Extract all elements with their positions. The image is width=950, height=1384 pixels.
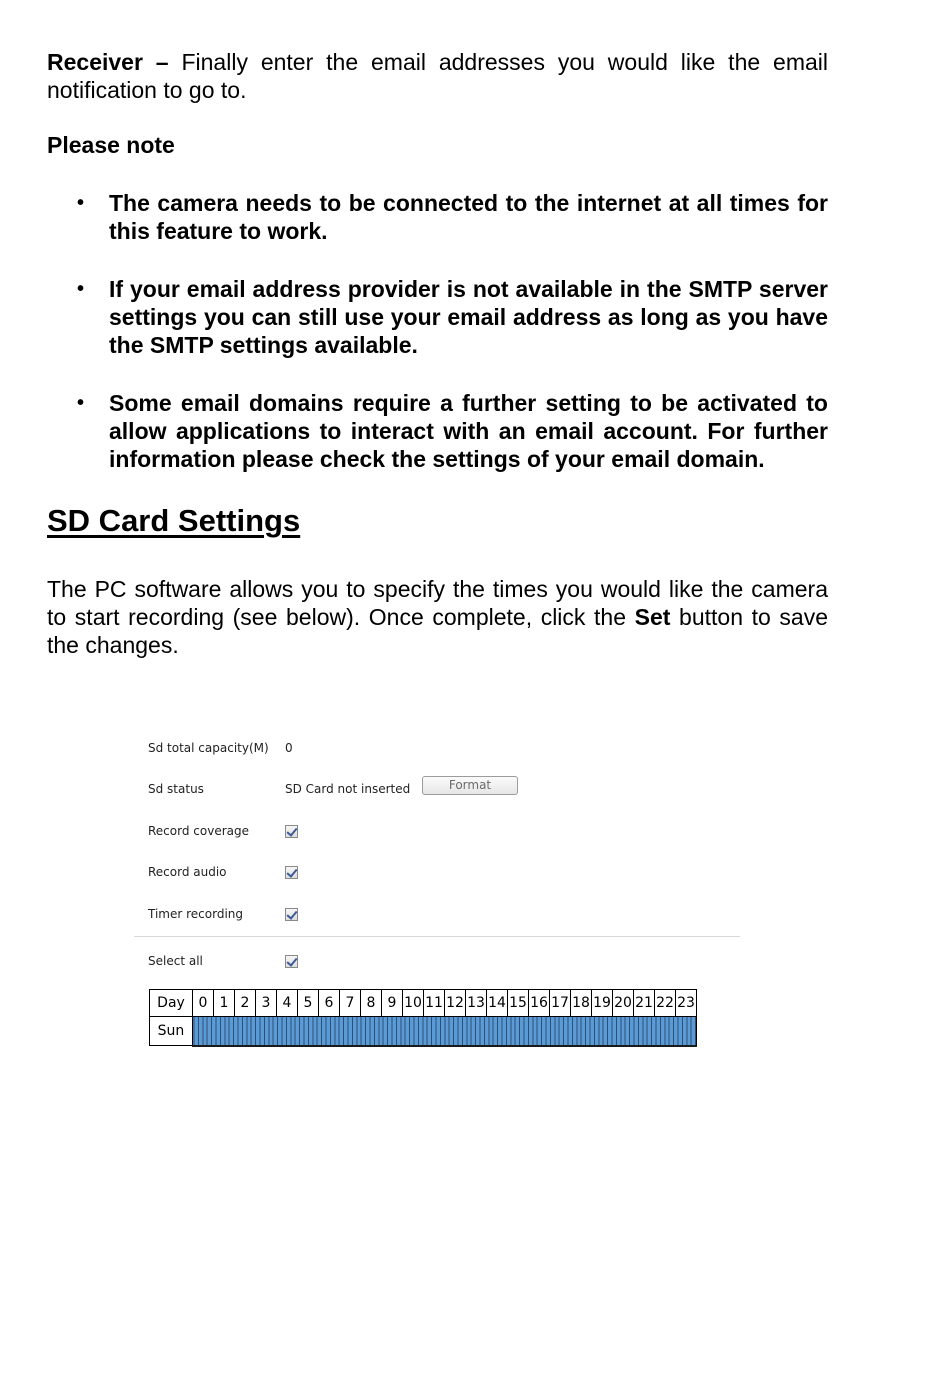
document-page: [47, 48, 828, 659]
sd-settings-screenshot: [134, 730, 740, 1050]
hour-header: 22: [655, 990, 676, 1017]
hour-header: 12: [445, 990, 466, 1017]
total-capacity-row: [148, 739, 293, 757]
note-text: The camera needs to be connected to the internet at all times for this feature to work.: [109, 190, 828, 244]
select-all-row: [148, 952, 298, 970]
timer-recording-checkbox[interactable]: [285, 908, 298, 921]
timer-recording-label: Timer recording: [148, 907, 244, 921]
hour-header: 23: [676, 990, 697, 1017]
receiver-text: Finally enter the email addresses you would like the email notification to go to.: [47, 49, 828, 103]
hour-header: 16: [529, 990, 550, 1017]
record-coverage-label: Record coverage: [148, 824, 249, 838]
timer-recording-row: [148, 905, 298, 923]
hour-header: 7: [340, 990, 361, 1017]
recording-timeline-bar[interactable]: [193, 1017, 697, 1046]
sd-status-row: [148, 780, 410, 798]
hour-header: 15: [508, 990, 529, 1017]
hour-header: 4: [277, 990, 298, 1017]
bullet-icon: •: [77, 278, 85, 300]
hour-header: 8: [361, 990, 382, 1017]
schedule-header-row: [150, 990, 697, 1017]
hour-header: 1: [214, 990, 235, 1017]
format-button[interactable]: Format: [422, 776, 518, 795]
day-label: Sun: [150, 1017, 193, 1046]
schedule-row-sun: [150, 1017, 697, 1046]
list-item: [47, 389, 828, 473]
section-heading: SD Card Settings: [47, 503, 301, 538]
hour-header: 11: [424, 990, 445, 1017]
bullet-icon: •: [77, 192, 85, 214]
hour-header: 10: [403, 990, 424, 1017]
sd-status-value: SD Card not inserted: [285, 782, 411, 796]
record-audio-row: [148, 863, 298, 881]
day-column-header: Day: [150, 990, 193, 1017]
select-all-label: Select all: [148, 954, 203, 968]
intro-text-after: button to save the changes.: [47, 604, 829, 658]
record-coverage-row: [148, 822, 298, 840]
record-audio-checkbox[interactable]: [285, 866, 298, 879]
list-item: [47, 189, 828, 245]
select-all-checkbox[interactable]: [285, 955, 298, 968]
note-text: If your email address provider is not available in the SMTP server settings you can still use your email address as long as you have the SMTP settings available.: [109, 276, 828, 358]
hour-header: 18: [571, 990, 592, 1017]
hour-header: 9: [382, 990, 403, 1017]
hour-header: 19: [592, 990, 613, 1017]
hour-header: 14: [487, 990, 508, 1017]
set-keyword: Set: [634, 604, 671, 630]
please-note-title: Please note: [47, 132, 175, 158]
hour-header: 6: [319, 990, 340, 1017]
hour-header: 2: [235, 990, 256, 1017]
sd-status-label: Sd status: [148, 782, 204, 796]
hour-header: 3: [256, 990, 277, 1017]
total-capacity-label: Sd total capacity(M): [148, 741, 269, 755]
record-audio-label: Record audio: [148, 865, 227, 879]
hour-header: 17: [550, 990, 571, 1017]
note-text: Some email domains require a further setting to be activated to allow applications to interact with an email account. For further information please check the settings of your email domain.: [109, 390, 828, 472]
total-capacity-value: 0: [285, 741, 293, 755]
receiver-label: Receiver –: [47, 49, 169, 75]
receiver-paragraph: [47, 48, 828, 104]
notes-list: [47, 189, 828, 473]
hour-header: 20: [613, 990, 634, 1017]
list-item: [47, 275, 828, 359]
divider: [134, 936, 740, 937]
schedule-grid: [149, 989, 697, 1047]
bullet-icon: •: [77, 392, 85, 414]
record-coverage-checkbox[interactable]: [285, 825, 298, 838]
hour-header: 0: [193, 990, 214, 1017]
hour-header: 5: [298, 990, 319, 1017]
hour-header: 21: [634, 990, 655, 1017]
hour-header: 13: [466, 990, 487, 1017]
intro-paragraph: [47, 575, 828, 659]
intro-text-before: The PC software allows you to specify the times you would like the camera to start recording (see below). Once complete, click the: [47, 576, 828, 630]
